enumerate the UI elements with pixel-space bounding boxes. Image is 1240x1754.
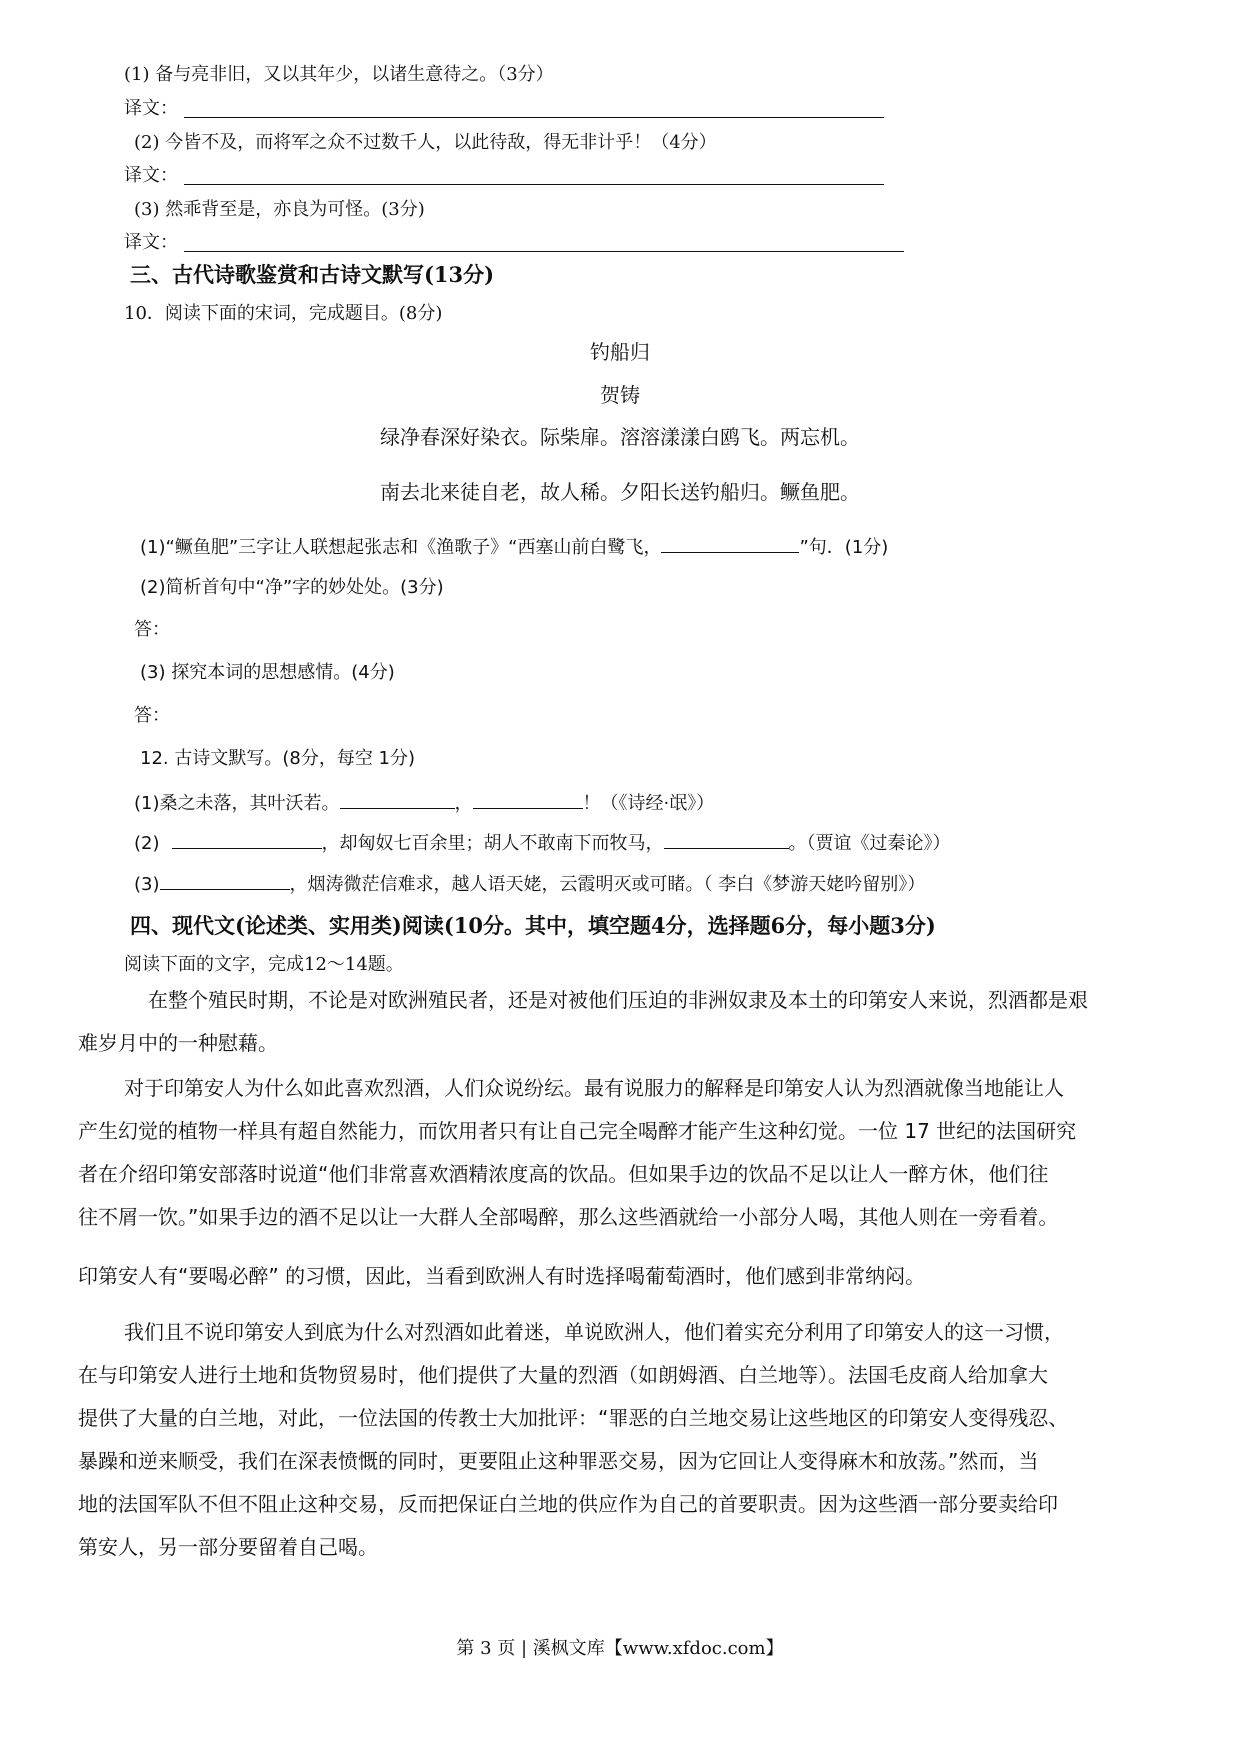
- passage-p2-line1: 对于印第安人为什么如此喜欢烈酒，人们众说纷纭。最有说服力的解释是印第安人认为烈酒就像当地能让人: [124, 1076, 1064, 1100]
- section4-intro: 阅读下面的文字，完成12～14题。: [124, 954, 404, 975]
- poem-line-2: 南去北来徒自老，故人稀。夕阳长送钓船归。鳜鱼肥。: [380, 480, 860, 504]
- passage-p4-line5: 地的法国军队不但不阻止这种交易，反而把保证白兰地的供应作为自己的首要职责。因为这些酒一部分要卖给印: [78, 1492, 1058, 1516]
- q10-sub1-blank[interactable]: [661, 534, 799, 553]
- passage-p1-line2: 难岁月中的一种慰藉。: [78, 1031, 278, 1055]
- passage-p1-line1: 在整个殖民时期，不论是对欧洲殖民者，还是对被他们压迫的非洲奴隶及本土的印第安人来说，烈酒都是艰: [148, 988, 1088, 1012]
- recite-1-suffix: ！（《诗经·氓》）: [582, 793, 715, 814]
- recite-3-suffix: ，烟涛微茫信难求，越人语天姥，云霞明灭或可睹。（ 李白《梦游天姥吟留别》）: [289, 874, 926, 895]
- passage-p2-line2: 产生幻觉的植物一样具有超自然能力，而饮用者只有让自己完全喝醉才能产生这种幻觉。一位 17 世纪的法国研究: [78, 1119, 1077, 1143]
- page-footer: 第 3 页 | 溪枫文库【www.xfdoc.com】: [456, 1638, 784, 1659]
- passage-p4-line4: 暴躁和逆来顺受，我们在深表愤慨的同时，更要阻止这种罪恶交易，因为它回让人变得麻木和放荡。”然而，当: [78, 1449, 1039, 1473]
- translation-answer-line-1[interactable]: [184, 117, 884, 118]
- q10-sub1: [140, 534, 888, 560]
- recite-3-blank[interactable]: [160, 871, 290, 890]
- translation-question-2: (2) 今皆不及，而将军之众不过数千人，以此待敌，得无非计乎！（4分）: [134, 132, 717, 153]
- section4-heading: 四、现代文(论述类、实用类)阅读(10分。其中，填空题4分，选择题6分，每小题3分): [130, 913, 936, 938]
- q12-intro: 12. 古诗文默写。(8分，每空 1分): [140, 748, 416, 769]
- recite-1-blank-b[interactable]: [473, 790, 583, 809]
- translation-question-1: (1) 备与亮非旧，又以其年少，以诸生意待之。（3分）: [124, 64, 554, 85]
- translation-question-3: (3) 然乖背至是，亦良为可怪。(3分): [134, 199, 425, 220]
- passage-p2-line3: 者在介绍印第安部落时说道“他们非常喜欢酒精浓度高的饮品。但如果手边的饮品不足以让人一醉方休，他们往: [78, 1162, 1049, 1186]
- translation-label-3: 译文：: [124, 232, 178, 253]
- passage-p4-line2: 在与印第安人进行土地和货物贸易时，他们提供了大量的烈酒（如朗姆酒、白兰地等）。法国毛皮商人给加拿大: [78, 1363, 1048, 1387]
- recite-3: [134, 871, 925, 897]
- answer-label-1: 答：: [134, 619, 170, 640]
- passage-p4-line6: 第安人，另一部分要留着自己喝。: [78, 1535, 378, 1559]
- q10-sub3: (3) 探究本词的思想感情。(4分): [140, 662, 395, 683]
- recite-2-prefix: (2): [134, 833, 160, 854]
- section3-heading: 三、古代诗歌鉴赏和古诗文默写(13分): [130, 262, 495, 287]
- translation-label-2: 译文：: [124, 165, 178, 186]
- q10-intro: 10．阅读下面的宋词，完成题目。(8分): [124, 303, 443, 324]
- recite-3-prefix: (3): [134, 874, 160, 895]
- translation-answer-line-2[interactable]: [184, 184, 884, 185]
- answer-label-2: 答：: [134, 705, 170, 726]
- poem-title: 钓船归: [590, 340, 650, 364]
- poem-line-1: 绿净春深好染衣。际柴扉。溶溶漾漾白鸥飞。两忘机。: [380, 425, 860, 449]
- passage-p4-line1: 我们且不说印第安人到底为什么对烈酒如此着迷，单说欧洲人，他们着实充分利用了印第安人的这一习惯，: [124, 1320, 1064, 1344]
- recite-2: [134, 830, 951, 856]
- translation-label-1: 译文：: [124, 98, 178, 119]
- recite-1-prefix: (1)桑之未落，其叶沃若。: [134, 793, 340, 814]
- recite-1: [134, 790, 714, 816]
- recite-2-suffix: 。（贾谊《过秦论》）: [788, 833, 951, 854]
- q10-sub2: (2)简析首句中“净”字的妙处处。(3分): [140, 577, 444, 598]
- recite-1-mid: ，: [454, 793, 473, 814]
- passage-p2-line4: 往不屑一饮。”如果手边的酒不足以让一大群人全部喝醉，那么这些酒就给一小部分人喝，其他人则在一旁看着。: [78, 1205, 1059, 1229]
- translation-answer-line-3[interactable]: [184, 251, 904, 252]
- q10-sub1-suffix: ”句．(1分): [799, 537, 889, 558]
- passage-p4-line3: 提供了大量的白兰地，对此，一位法国的传教士大加批评：“罪恶的白兰地交易让这些地区的印第安人变得残忍、: [78, 1406, 1069, 1430]
- poem-author: 贺铸: [600, 383, 640, 407]
- q10-sub1-prefix: (1)“鳜鱼肥”三字让人联想起张志和《渔歌子》“西塞山前白鹭飞，: [140, 537, 662, 558]
- recite-2-blank-a[interactable]: [172, 830, 322, 849]
- recite-1-blank-a[interactable]: [340, 790, 455, 809]
- passage-p3-line1: 印第安人有“要喝必醉” 的习惯，因此，当看到欧洲人有时选择喝葡萄酒时，他们感到非常纳闷。: [78, 1264, 926, 1288]
- recite-2-blank-b[interactable]: [664, 830, 789, 849]
- recite-2-mid: ，却匈奴七百余里；胡人不敢南下而牧马，: [321, 833, 664, 854]
